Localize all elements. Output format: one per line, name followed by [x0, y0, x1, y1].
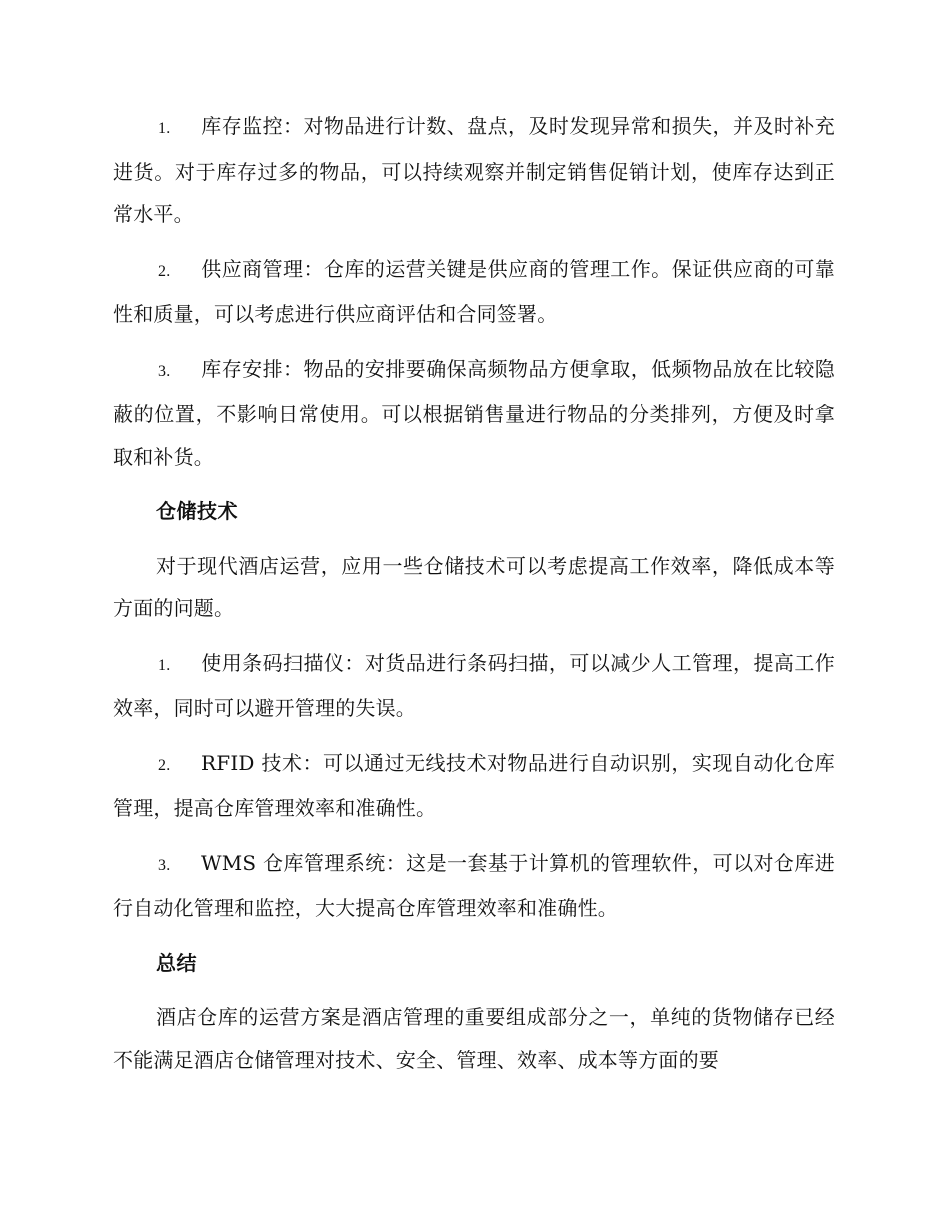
- list-item: [113, 348, 835, 479]
- list-number: 2.: [158, 756, 171, 774]
- list-item-text: RFID 技术：可以通过无线技术对物品进行自动识别，实现自动化仓库管理，提高仓库管理效率和准确性。: [113, 750, 835, 820]
- list-number: 3.: [158, 362, 171, 380]
- list-item-text: 库存监控：对物品进行计数、盘点，及时发现异常和损失，并及时补充进货。对于库存过多的物品，可以持续观察并制定销售促销计划，使库存达到正常水平。: [113, 114, 835, 226]
- list-item: [113, 742, 835, 830]
- list-item-text: 供应商管理：仓库的运营关键是供应商的管理工作。保证供应商的可靠性和质量，可以考虑进行供应商评估和合同签署。: [113, 256, 835, 326]
- list-item: [113, 105, 835, 236]
- section-heading-summary: 总结: [156, 950, 197, 975]
- list-item: [113, 248, 835, 336]
- document-page: [113, 105, 835, 1093]
- section-intro-paragraph: 对于现代酒店运营，应用一些仓储技术可以考虑提高工作效率，降低成本等方面的问题。: [113, 553, 835, 620]
- list-number: 2.: [158, 262, 171, 280]
- list-item-text: 使用条码扫描仪：对货品进行条码扫描，可以减少人工管理，提高工作效率，同时可以避开管理的失误。: [113, 650, 835, 720]
- list-number: 1.: [158, 120, 171, 137]
- list-item: [113, 642, 835, 730]
- section-heading-storage: 仓储技术: [156, 499, 238, 523]
- list-number: 3.: [158, 856, 171, 874]
- list-item-text: WMS 仓库管理系统：这是一套基于计算机的管理软件，可以对仓库进行自动化管理和监控，大大提高仓库管理效率和准确性。: [113, 850, 835, 920]
- list-item: [113, 842, 835, 930]
- summary-paragraph: 酒店仓库的运营方案是酒店管理的重要组成部分之一，单纯的货物储存已经不能满足酒店仓储管理对技术、安全、管理、效率、成本等方面的要: [113, 1005, 835, 1072]
- list-number: 1.: [158, 656, 171, 674]
- list-item-text: 库存安排：物品的安排要确保高频物品方便拿取，低频物品放在比较隐蔽的位置，不影响日常使用。可以根据销售量进行物品的分类排列，方便及时拿取和补货。: [113, 356, 835, 469]
